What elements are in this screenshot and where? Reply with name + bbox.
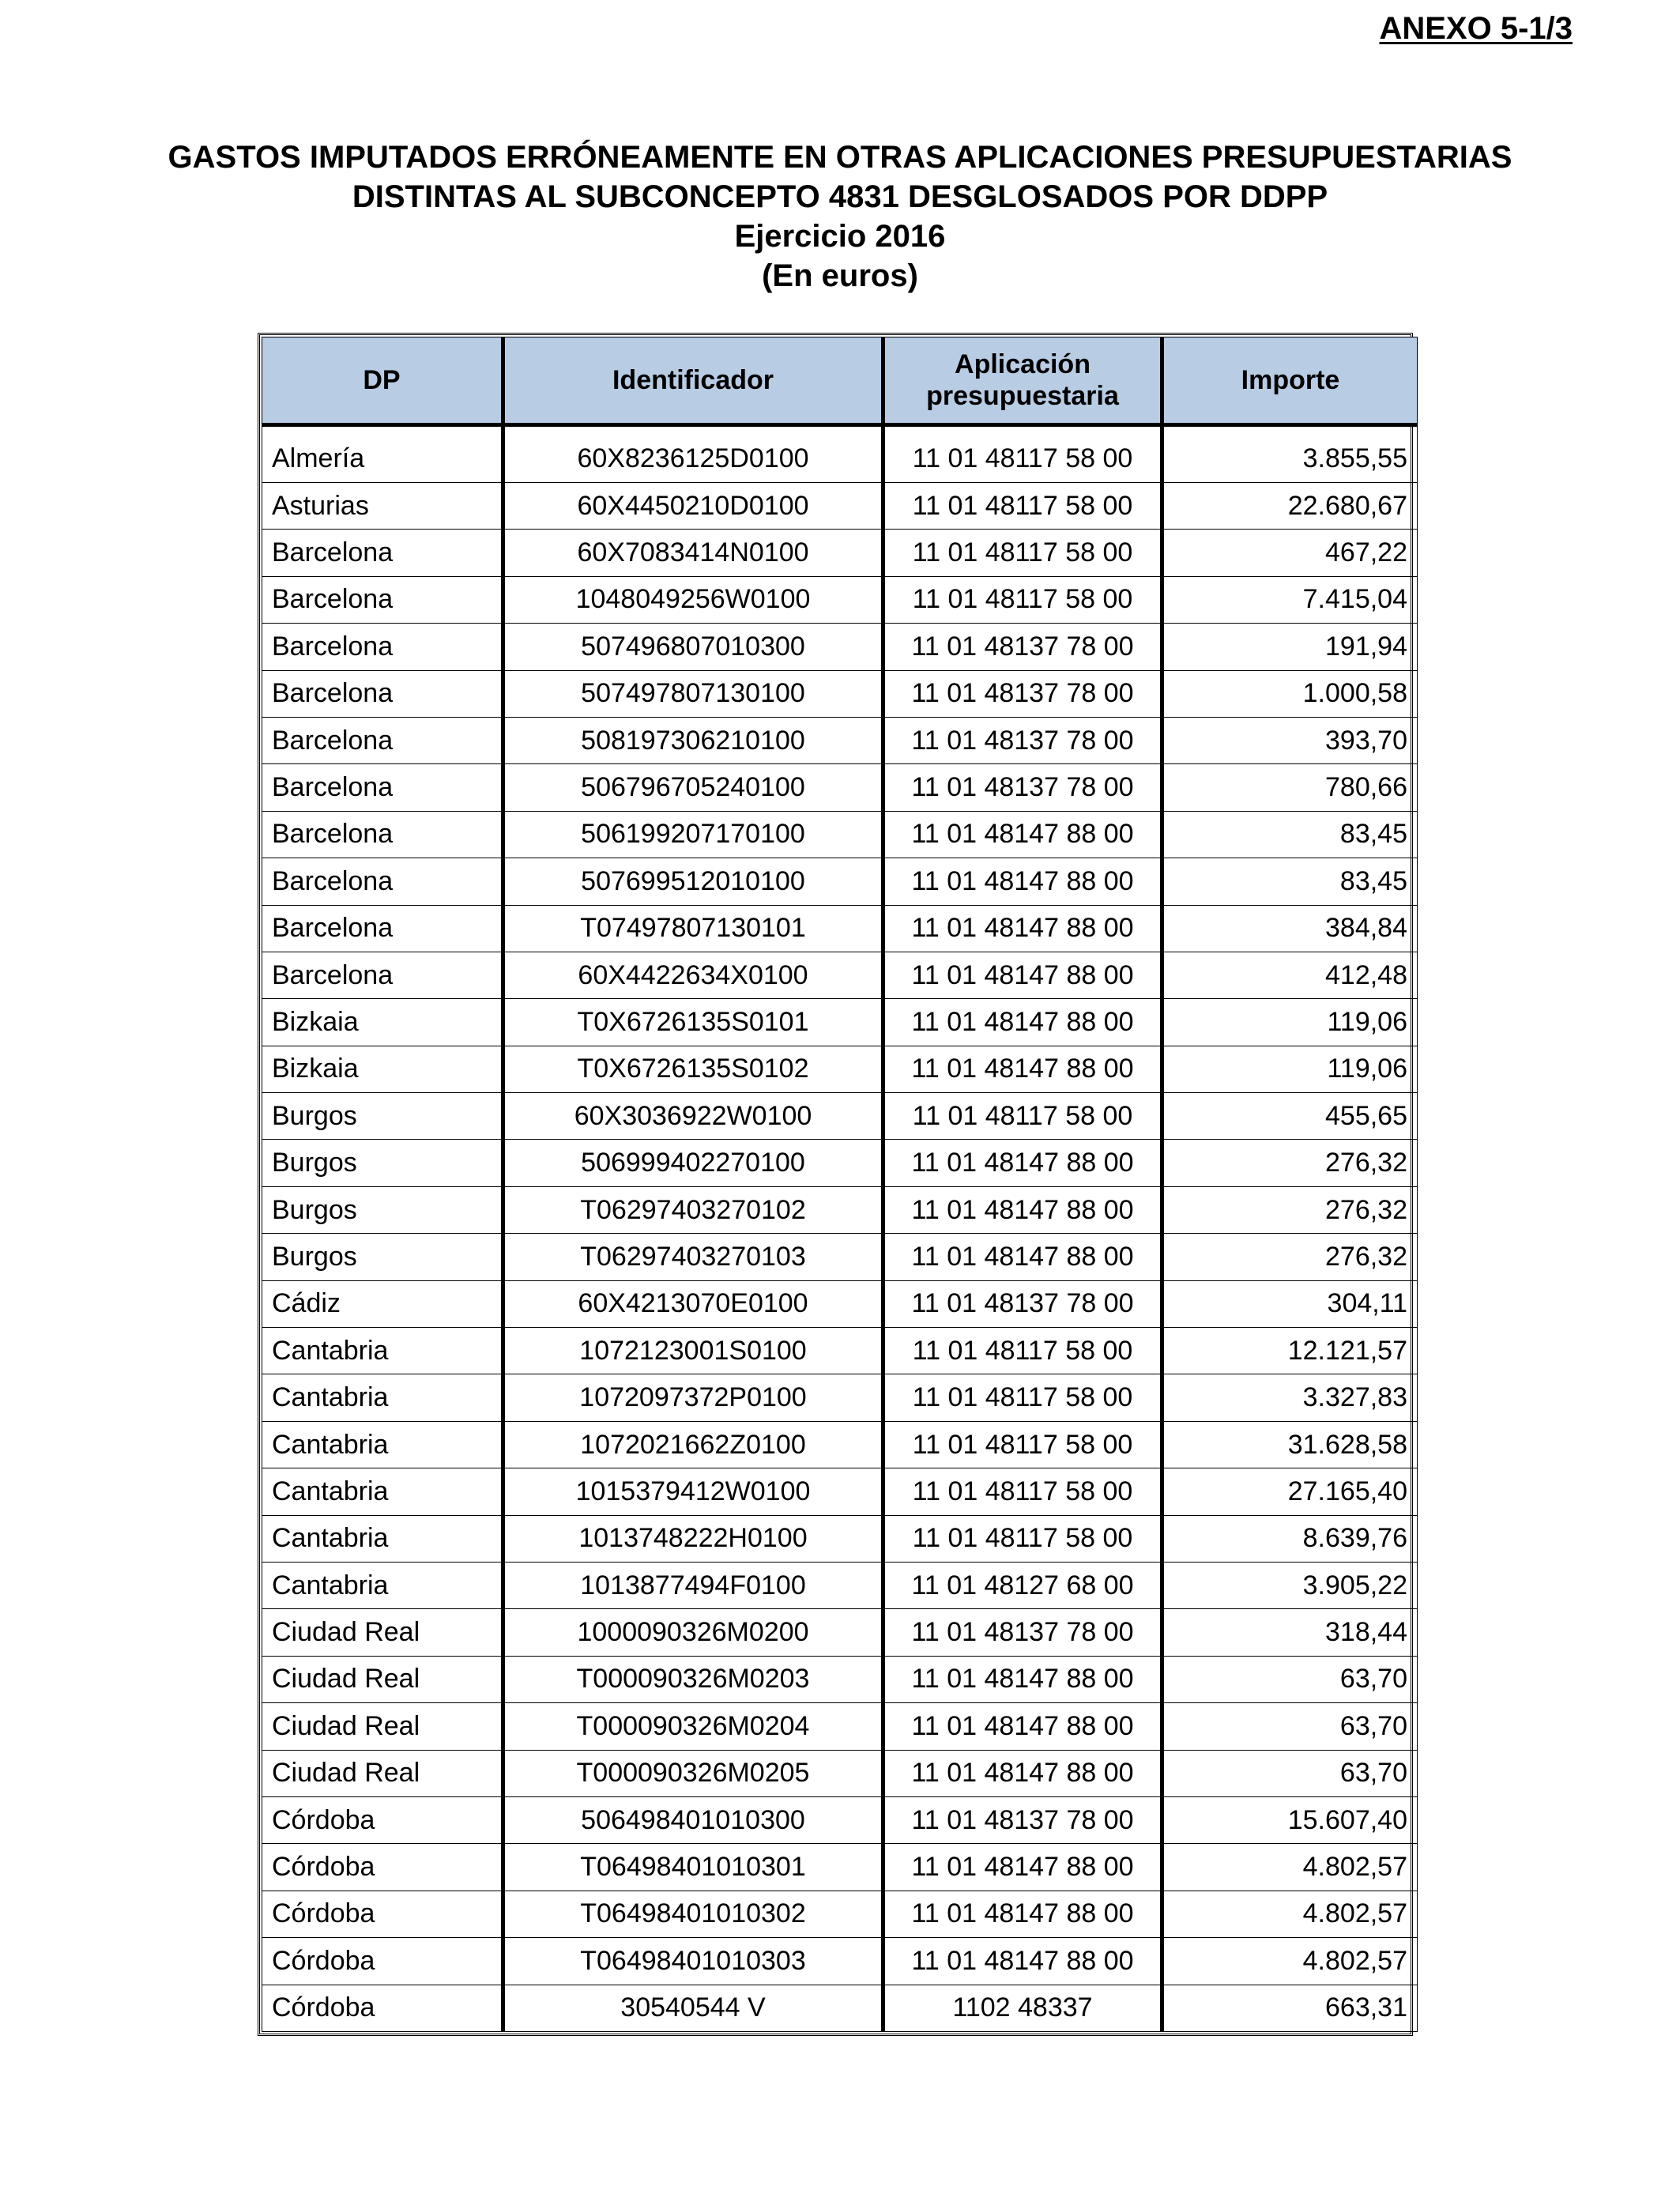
table-row bbox=[262, 670, 1418, 717]
cell-aplicacion: 11 01 48117 58 00 bbox=[883, 1421, 1162, 1468]
cell-identificador: 507497807130100 bbox=[503, 670, 883, 717]
cell-aplicacion: 11 01 48117 58 00 bbox=[883, 1468, 1162, 1515]
table-row bbox=[262, 1140, 1418, 1186]
cell-identificador: 60X3036922W0100 bbox=[503, 1093, 883, 1140]
cell-dp: Cádiz bbox=[262, 1280, 503, 1327]
cell-importe: 119,06 bbox=[1162, 1046, 1418, 1092]
table-row bbox=[262, 1280, 1418, 1327]
cell-aplicacion: 11 01 48137 78 00 bbox=[883, 764, 1162, 811]
cell-importe: 4.802,57 bbox=[1162, 1938, 1418, 1985]
cell-dp: Burgos bbox=[262, 1234, 503, 1280]
expenses-table bbox=[262, 337, 1418, 2032]
cell-identificador: T07497807130101 bbox=[503, 905, 883, 952]
cell-aplicacion: 11 01 48137 78 00 bbox=[883, 1609, 1162, 1656]
cell-aplicacion: 11 01 48147 88 00 bbox=[883, 858, 1162, 905]
table-row bbox=[262, 1750, 1418, 1796]
cell-identificador: 60X7083414N0100 bbox=[503, 530, 883, 576]
cell-aplicacion: 11 01 48117 58 00 bbox=[883, 1374, 1162, 1421]
cell-aplicacion: 11 01 48137 78 00 bbox=[883, 1796, 1162, 1843]
cell-identificador: 1072097372P0100 bbox=[503, 1374, 883, 1421]
cell-dp: Bizkaia bbox=[262, 999, 503, 1046]
cell-aplicacion: 11 01 48137 78 00 bbox=[883, 624, 1162, 670]
cell-importe: 276,32 bbox=[1162, 1234, 1418, 1280]
cell-identificador: T000090326M0203 bbox=[503, 1656, 883, 1702]
cell-identificador: 508197306210100 bbox=[503, 717, 883, 763]
cell-identificador: T06297403270102 bbox=[503, 1186, 883, 1233]
cell-dp: Asturias bbox=[262, 483, 503, 530]
table-row bbox=[262, 764, 1418, 811]
cell-importe: 63,70 bbox=[1162, 1656, 1418, 1702]
cell-identificador: 506199207170100 bbox=[503, 811, 883, 858]
cell-dp: Córdoba bbox=[262, 1985, 503, 2031]
cell-dp: Cantabria bbox=[262, 1468, 503, 1515]
header-aplicacion bbox=[883, 337, 1162, 425]
cell-aplicacion: 11 01 48147 88 00 bbox=[883, 1140, 1162, 1186]
cell-importe: 83,45 bbox=[1162, 858, 1418, 905]
cell-dp: Ciudad Real bbox=[262, 1703, 503, 1750]
cell-identificador: 60X4422634X0100 bbox=[503, 952, 883, 998]
table-row bbox=[262, 858, 1418, 905]
cell-importe: 318,44 bbox=[1162, 1609, 1418, 1656]
table-row bbox=[262, 1515, 1418, 1562]
table-row bbox=[262, 1609, 1418, 1656]
cell-identificador: T06498401010302 bbox=[503, 1891, 883, 1937]
cell-identificador: 507496807010300 bbox=[503, 624, 883, 670]
cell-identificador: 1072123001S0100 bbox=[503, 1328, 883, 1374]
cell-aplicacion: 1102 48337 bbox=[883, 1985, 1162, 2031]
cell-importe: 276,32 bbox=[1162, 1140, 1418, 1186]
cell-dp: Ciudad Real bbox=[262, 1750, 503, 1796]
cell-dp: Barcelona bbox=[262, 530, 503, 576]
cell-aplicacion: 11 01 48117 58 00 bbox=[883, 483, 1162, 530]
cell-dp: Córdoba bbox=[262, 1844, 503, 1891]
table-row bbox=[262, 483, 1418, 530]
table-row bbox=[262, 576, 1418, 623]
table-row bbox=[262, 1703, 1418, 1750]
title-line-4: (En euros) bbox=[762, 258, 918, 293]
cell-dp: Córdoba bbox=[262, 1796, 503, 1843]
table-row bbox=[262, 811, 1418, 858]
cell-dp: Cantabria bbox=[262, 1515, 503, 1562]
cell-dp: Cantabria bbox=[262, 1421, 503, 1468]
cell-dp: Barcelona bbox=[262, 717, 503, 763]
table-row bbox=[262, 1234, 1418, 1280]
cell-importe: 4.802,57 bbox=[1162, 1844, 1418, 1891]
table-body bbox=[262, 425, 1418, 2032]
cell-importe: 455,65 bbox=[1162, 1093, 1418, 1140]
cell-dp: Burgos bbox=[262, 1186, 503, 1233]
cell-aplicacion: 11 01 48117 58 00 bbox=[883, 1093, 1162, 1140]
cell-aplicacion: 11 01 48147 88 00 bbox=[883, 1703, 1162, 1750]
cell-dp: Ciudad Real bbox=[262, 1609, 503, 1656]
cell-importe: 4.802,57 bbox=[1162, 1891, 1418, 1937]
cell-dp: Bizkaia bbox=[262, 1046, 503, 1092]
cell-identificador: T06498401010303 bbox=[503, 1938, 883, 1985]
cell-identificador: T0X6726135S0101 bbox=[503, 999, 883, 1046]
cell-aplicacion: 11 01 48117 58 00 bbox=[883, 576, 1162, 623]
cell-importe: 119,06 bbox=[1162, 999, 1418, 1046]
cell-identificador: 1000090326M0200 bbox=[503, 1609, 883, 1656]
cell-aplicacion: 11 01 48137 78 00 bbox=[883, 717, 1162, 763]
cell-importe: 467,22 bbox=[1162, 530, 1418, 576]
table-row bbox=[262, 425, 1418, 483]
table-row bbox=[262, 1186, 1418, 1233]
table-row bbox=[262, 1562, 1418, 1608]
cell-aplicacion: 11 01 48147 88 00 bbox=[883, 1186, 1162, 1233]
header-aplicacion-line2: presupuestaria bbox=[926, 381, 1119, 411]
cell-importe: 15.607,40 bbox=[1162, 1796, 1418, 1843]
cell-importe: 780,66 bbox=[1162, 764, 1418, 811]
table-row bbox=[262, 1844, 1418, 1891]
cell-identificador: 1015379412W0100 bbox=[503, 1468, 883, 1515]
table-row bbox=[262, 1891, 1418, 1937]
cell-dp: Barcelona bbox=[262, 764, 503, 811]
header-identificador: Identificador bbox=[503, 337, 883, 425]
cell-dp: Córdoba bbox=[262, 1938, 503, 1985]
table-row bbox=[262, 1046, 1418, 1092]
cell-dp: Barcelona bbox=[262, 576, 503, 623]
cell-importe: 63,70 bbox=[1162, 1750, 1418, 1796]
header-row bbox=[262, 337, 1418, 425]
cell-aplicacion: 11 01 48147 88 00 bbox=[883, 1891, 1162, 1937]
cell-identificador: T000090326M0204 bbox=[503, 1703, 883, 1750]
cell-importe: 384,84 bbox=[1162, 905, 1418, 952]
cell-identificador: T0X6726135S0102 bbox=[503, 1046, 883, 1092]
cell-aplicacion: 11 01 48147 88 00 bbox=[883, 811, 1162, 858]
table-row bbox=[262, 905, 1418, 952]
cell-aplicacion: 11 01 48147 88 00 bbox=[883, 999, 1162, 1046]
title-line-2: DISTINTAS AL SUBCONCEPTO 4831 DESGLOSADOS POR DDPP bbox=[352, 179, 1328, 214]
cell-identificador: 30540544 V bbox=[503, 1985, 883, 2031]
cell-dp: Córdoba bbox=[262, 1891, 503, 1937]
cell-importe: 3.327,83 bbox=[1162, 1374, 1418, 1421]
cell-aplicacion: 11 01 48127 68 00 bbox=[883, 1562, 1162, 1608]
cell-identificador: 1013877494F0100 bbox=[503, 1562, 883, 1608]
cell-dp: Barcelona bbox=[262, 905, 503, 952]
cell-identificador: 60X4213070E0100 bbox=[503, 1280, 883, 1327]
cell-importe: 663,31 bbox=[1162, 1985, 1418, 2031]
header-dp: DP bbox=[262, 337, 503, 425]
cell-importe: 393,70 bbox=[1162, 717, 1418, 763]
table-row bbox=[262, 1328, 1418, 1374]
cell-dp: Barcelona bbox=[262, 858, 503, 905]
cell-identificador: 506498401010300 bbox=[503, 1796, 883, 1843]
header-importe: Importe bbox=[1162, 337, 1418, 425]
table-row bbox=[262, 530, 1418, 576]
cell-dp: Burgos bbox=[262, 1140, 503, 1186]
cell-aplicacion: 11 01 48147 88 00 bbox=[883, 1046, 1162, 1092]
cell-dp: Barcelona bbox=[262, 670, 503, 717]
cell-aplicacion: 11 01 48147 88 00 bbox=[883, 1234, 1162, 1280]
cell-identificador: 60X8236125D0100 bbox=[503, 425, 883, 483]
table-row bbox=[262, 952, 1418, 998]
table-row bbox=[262, 1468, 1418, 1515]
cell-aplicacion: 11 01 48147 88 00 bbox=[883, 952, 1162, 998]
cell-aplicacion: 11 01 48137 78 00 bbox=[883, 670, 1162, 717]
cell-identificador: 1072021662Z0100 bbox=[503, 1421, 883, 1468]
cell-importe: 22.680,67 bbox=[1162, 483, 1418, 530]
header-aplicacion-line1: Aplicación bbox=[955, 349, 1090, 379]
cell-dp: Barcelona bbox=[262, 952, 503, 998]
document-title bbox=[0, 138, 1680, 296]
cell-importe: 12.121,57 bbox=[1162, 1328, 1418, 1374]
cell-aplicacion: 11 01 48117 58 00 bbox=[883, 1328, 1162, 1374]
cell-dp: Burgos bbox=[262, 1093, 503, 1140]
cell-importe: 304,11 bbox=[1162, 1280, 1418, 1327]
table-row bbox=[262, 1093, 1418, 1140]
cell-importe: 191,94 bbox=[1162, 624, 1418, 670]
cell-aplicacion: 11 01 48117 58 00 bbox=[883, 530, 1162, 576]
table-row bbox=[262, 1938, 1418, 1985]
cell-identificador: T06498401010301 bbox=[503, 1844, 883, 1891]
table-row bbox=[262, 1374, 1418, 1421]
table-row bbox=[262, 717, 1418, 763]
cell-dp: Cantabria bbox=[262, 1328, 503, 1374]
cell-importe: 27.165,40 bbox=[1162, 1468, 1418, 1515]
cell-dp: Barcelona bbox=[262, 624, 503, 670]
cell-identificador: T000090326M0205 bbox=[503, 1750, 883, 1796]
cell-importe: 7.415,04 bbox=[1162, 576, 1418, 623]
cell-importe: 3.855,55 bbox=[1162, 425, 1418, 483]
cell-aplicacion: 11 01 48147 88 00 bbox=[883, 1938, 1162, 1985]
cell-importe: 8.639,76 bbox=[1162, 1515, 1418, 1562]
table-row bbox=[262, 999, 1418, 1046]
cell-aplicacion: 11 01 48147 88 00 bbox=[883, 1750, 1162, 1796]
cell-aplicacion: 11 01 48147 88 00 bbox=[883, 905, 1162, 952]
cell-identificador: 506796705240100 bbox=[503, 764, 883, 811]
cell-importe: 1.000,58 bbox=[1162, 670, 1418, 717]
cell-aplicacion: 11 01 48147 88 00 bbox=[883, 1844, 1162, 1891]
cell-importe: 63,70 bbox=[1162, 1703, 1418, 1750]
cell-importe: 31.628,58 bbox=[1162, 1421, 1418, 1468]
cell-importe: 83,45 bbox=[1162, 811, 1418, 858]
cell-identificador: 1048049256W0100 bbox=[503, 576, 883, 623]
cell-aplicacion: 11 01 48147 88 00 bbox=[883, 1656, 1162, 1702]
table-row bbox=[262, 1421, 1418, 1468]
expenses-table-frame bbox=[258, 333, 1413, 2036]
cell-importe: 3.905,22 bbox=[1162, 1562, 1418, 1608]
cell-identificador: 1013748222H0100 bbox=[503, 1515, 883, 1562]
cell-dp: Barcelona bbox=[262, 811, 503, 858]
table-row bbox=[262, 1796, 1418, 1843]
title-line-3: Ejercicio 2016 bbox=[734, 219, 946, 254]
cell-dp: Cantabria bbox=[262, 1374, 503, 1421]
cell-dp: Almería bbox=[262, 425, 503, 483]
table-row bbox=[262, 1985, 1418, 2031]
cell-identificador: 60X4450210D0100 bbox=[503, 483, 883, 530]
annex-label: ANEXO 5-1/3 bbox=[1379, 11, 1573, 46]
cell-dp: Ciudad Real bbox=[262, 1656, 503, 1702]
cell-aplicacion: 11 01 48117 58 00 bbox=[883, 1515, 1162, 1562]
cell-aplicacion: 11 01 48137 78 00 bbox=[883, 1280, 1162, 1327]
cell-dp: Cantabria bbox=[262, 1562, 503, 1608]
cell-aplicacion: 11 01 48117 58 00 bbox=[883, 425, 1162, 483]
table-header bbox=[262, 337, 1418, 425]
cell-identificador: 506999402270100 bbox=[503, 1140, 883, 1186]
cell-identificador: T06297403270103 bbox=[503, 1234, 883, 1280]
cell-importe: 276,32 bbox=[1162, 1186, 1418, 1233]
cell-identificador: 507699512010100 bbox=[503, 858, 883, 905]
table-row bbox=[262, 1656, 1418, 1702]
cell-importe: 412,48 bbox=[1162, 952, 1418, 998]
title-line-1: GASTOS IMPUTADOS ERRÓNEAMENTE EN OTRAS APLICACIONES PRESUPUESTARIAS bbox=[168, 140, 1512, 175]
table-row bbox=[262, 624, 1418, 670]
